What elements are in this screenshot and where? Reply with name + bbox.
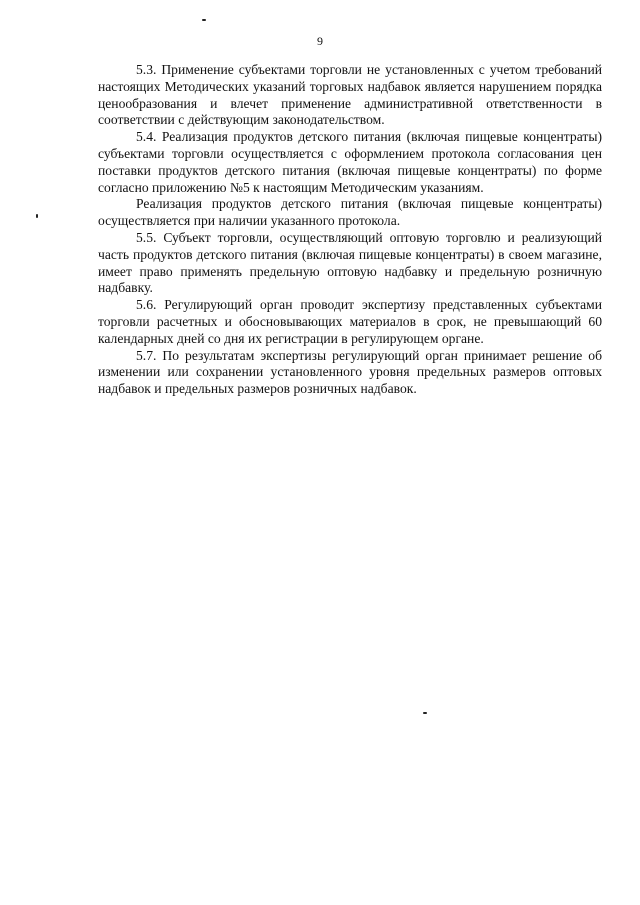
document-body [98, 62, 602, 398]
paragraph-5-4-continued: Реализация продуктов детского питания (включая пищевые концентраты) осуществляется при наличии указанного протокола. [98, 196, 602, 229]
scan-speck [423, 712, 427, 714]
paragraph-5-7: 5.7. По результатам экспертизы регулирующий орган принимает решение об изменении или сохранении установленного уровня предельных размеров оптовых надбавок и предельных размеров розничных надбавок. [98, 347, 602, 397]
paragraph-5-6: 5.6. Регулирующий орган проводит экспертизу представленных субъектами торговли расчетных и обосновывающих материалов в срок, не превышающий 60 календарных дней со дня их регистрации в регулирующем органе. [98, 297, 602, 346]
paragraph-5-3: 5.3. Применение субъектами торговли не установленных с учетом требований настоящих Методических указаний торговых надбавок является нарушением порядка ценообразования и влечет применение административной ответственности в соответствии с действующим законодательством. [98, 62, 602, 128]
page-number: 9 [317, 34, 323, 48]
scan-speck [202, 19, 206, 21]
scan-speck [36, 214, 38, 218]
paragraph-5-5: 5.5. Субъект торговли, осуществляющий оптовую торговлю и реализующий часть продуктов детского питания (включая пищевые концентраты) в своем магазине, имеет право применять предельную оптовую надбавку и предельную розничную надбавку. [98, 229, 602, 296]
paragraph-5-4: 5.4. Реализация продуктов детского питания (включая пищевые концентраты) субъектами торговли осуществляется с оформлением протокола согласования цен поставки продуктов детского питания (включая пищевые концентраты) по форме согласно приложению №5 к настоящим Методическим указаниям. [98, 129, 602, 195]
